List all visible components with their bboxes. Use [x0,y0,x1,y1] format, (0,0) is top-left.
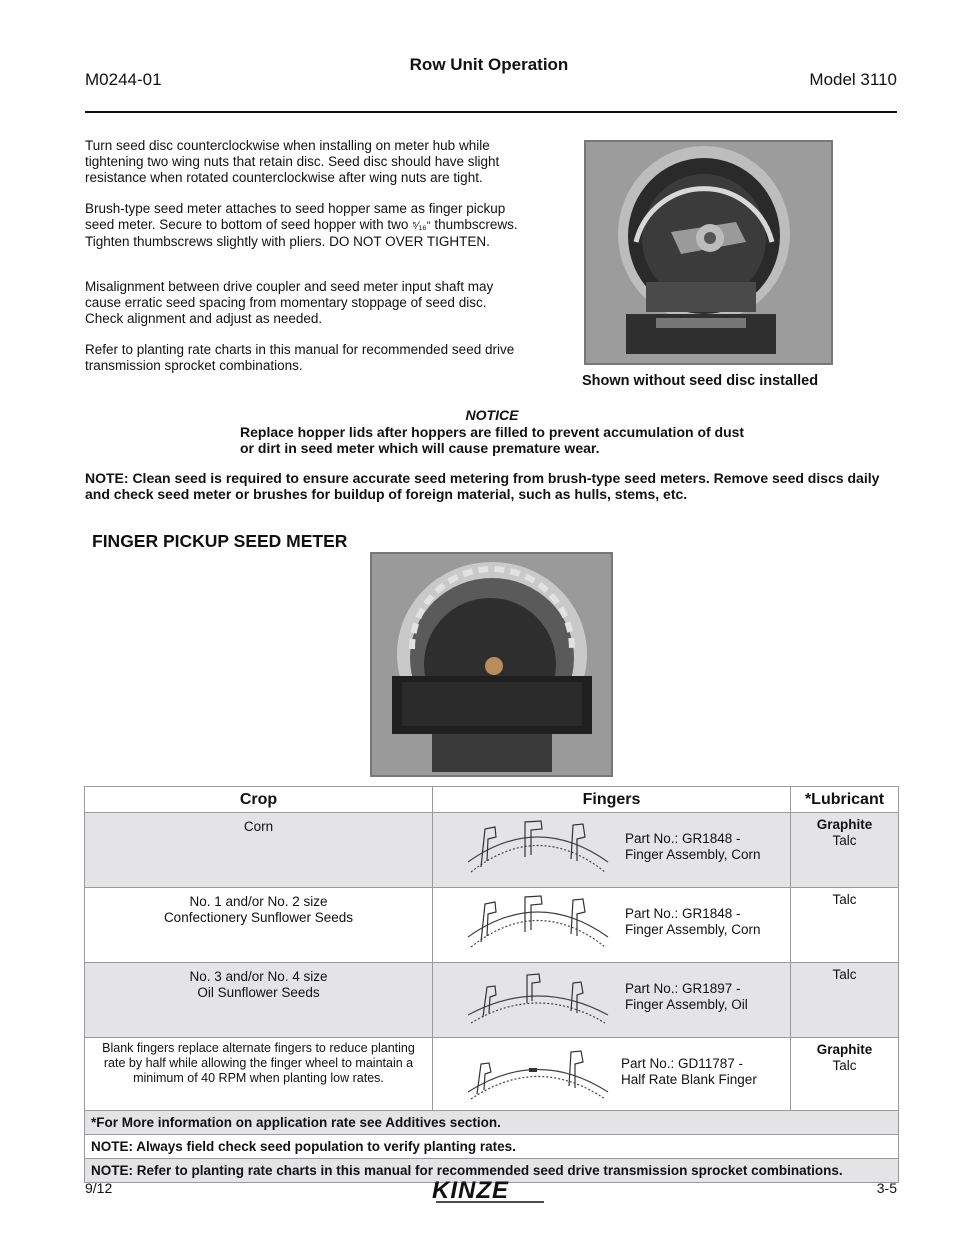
notice-title: NOTICE [465,407,519,423]
finger-assembly-corn-diagram [463,892,613,954]
intro-paragraph-1: Turn seed disc counterclockwise when installing on meter hub while tightening two wing nuts that retain disc. Seed disc should have slight resistance when rotated counterclockwise after wing nuts are tight. [85,138,500,185]
table-note-row [85,1111,899,1135]
table-row [85,888,899,963]
finger-pickup-meter-photo [370,552,613,777]
fingers-cell: Part No.: GD11787 - Half Rate Blank Finger [433,1038,791,1111]
clean-seed-note: NOTE: Clean seed is required to ensure accurate seed metering from brush-type seed meters. Remove seed discs daily and check seed meter or brushes for buildup of foreign material, such as hulls, stems, etc. [85,470,880,502]
notice-body: Replace hopper lids after hoppers are filled to prevent accumulation of dust or dirt in seed meter which will cause premature wear. [240,424,745,456]
crop-cell: No. 1 and/or No. 2 size Confectionery Sunflower Seeds [85,888,433,963]
kinze-logo [430,1176,550,1209]
lubricant-cell: Talc [791,963,899,1038]
table-row [85,963,899,1038]
photo-caption: Shown without seed disc installed [582,373,819,389]
fingers-cell: Part No.: GR1897 - Finger Assembly, Oil [433,963,791,1038]
doc-number: M0244-01 [85,70,162,89]
fingers-cell: Part No.: GR1848 - Finger Assembly, Corn [433,888,791,963]
finger-assembly-corn-diagram [463,817,613,879]
half-rate-blank-finger-diagram [463,1042,613,1104]
sprocket-note: NOTE: Refer to planting rate charts in this manual for recommended seed drive transmission sprocket combinations. [85,1159,899,1183]
svg-text:KINZE: KINZE [432,1177,509,1204]
finger-assembly-oil-diagram [463,967,613,1029]
section-heading: FINGER PICKUP SEED METER [92,531,348,551]
intro-paragraph-4: Refer to planting rate charts in this manual for recommended seed drive transmission sprocket combinations. [85,342,515,373]
lubricant-cell: Graphite Talc [791,813,899,888]
table-note-row [85,1135,899,1159]
page-number: 3-5 [876,1180,897,1196]
meter-photo-no-disc [584,140,833,365]
footer-date: 9/12 [85,1180,113,1196]
section-title: Row Unit Operation [409,55,569,74]
header-lubricant: *Lubricant [791,787,899,813]
crop-fingers-table [84,786,899,1183]
fingers-cell: Part No.: GR1848 - Finger Assembly, Corn [433,813,791,888]
header-rule [85,111,897,113]
lubricant-cell: Graphite Talc [791,1038,899,1111]
table-row [85,1038,899,1111]
table-row [85,813,899,888]
header-fingers: Fingers [433,787,791,813]
header-crop: Crop [85,787,433,813]
additives-note: *For More information on application rate see Additives section. [85,1111,899,1135]
lubricant-cell: Talc [791,888,899,963]
model-label: Model 3110 [809,70,897,89]
field-check-note: NOTE: Always field check seed population to verify planting rates. [85,1135,899,1159]
intro-paragraph-3: Misalignment between drive coupler and seed meter input shaft may cause erratic seed spacing from momentary stoppage of seed disc. Check alignment and adjust as needed. [85,279,494,326]
crop-cell: Corn [85,813,433,888]
crop-cell: No. 3 and/or No. 4 size Oil Sunflower Seeds [85,963,433,1038]
intro-paragraph-2: Brush-type seed meter attaches to seed hopper same as finger pickup seed meter. Secure to bottom of seed hopper with two ⁵⁄₁₆" thumbscrews. Tighten thumbscrews slightly with pliers. DO NOT OVER TIGHTEN. [85,201,518,249]
crop-cell: Blank fingers replace alternate fingers to reduce planting rate by half while allowing the finger wheel to maintain a minimum of 40 RPM when planting low rates. [85,1038,433,1111]
